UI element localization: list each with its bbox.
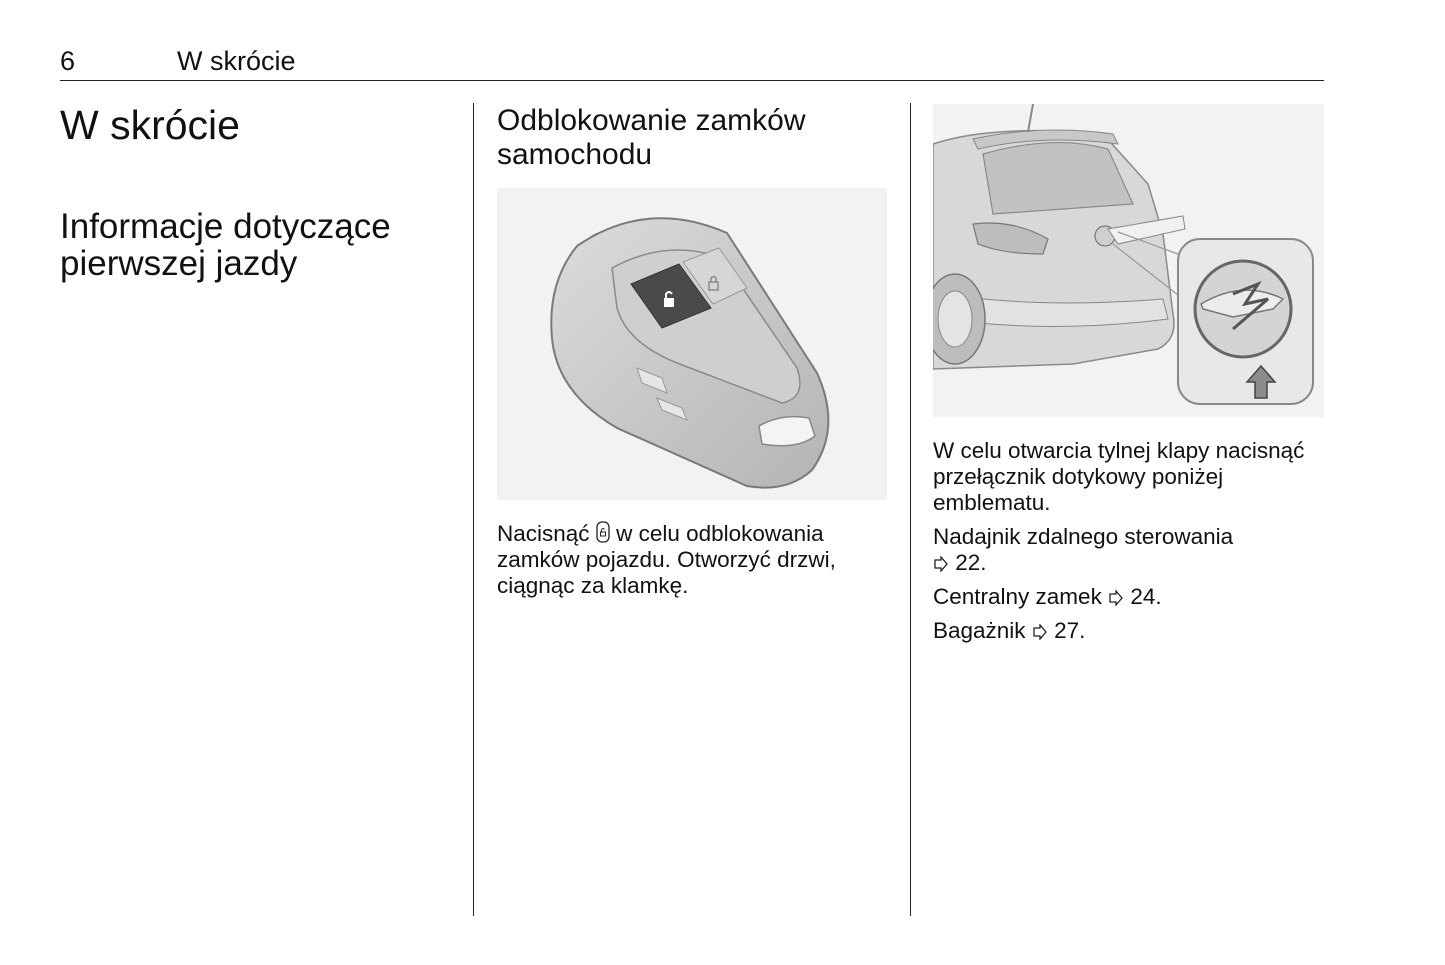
subsection-heading: Odblokowanie zamków samochodu — [497, 104, 806, 171]
tailgate-drawing — [933, 104, 1324, 417]
reference-central-locking — [933, 584, 1328, 610]
reference-text: Centralny zamek — [933, 584, 1102, 609]
reference-page[interactable]: 24. — [1130, 584, 1162, 609]
page-reference-arrow-icon — [1032, 624, 1048, 640]
page-reference-arrow-icon — [933, 556, 949, 572]
reference-page[interactable]: 22. — [955, 550, 987, 575]
page-number: 6 — [60, 46, 76, 76]
column-2 — [497, 104, 892, 599]
column-divider-1 — [473, 103, 474, 916]
tailgate-instruction: W celu otwarcia tylnej klapy nacisnąć przełącznik dotykowy poniżej emblematu. — [933, 438, 1305, 515]
section-title: Informacje dotyczące pierwszej jazdy — [60, 207, 391, 283]
reference-page[interactable]: 27. — [1054, 618, 1086, 643]
tailgate-emblem-illustration — [933, 104, 1324, 417]
column-1 — [60, 100, 460, 282]
chapter-title: W skrócie — [60, 102, 240, 148]
reference-remote-control — [933, 524, 1328, 576]
unlock-icon — [596, 521, 610, 543]
reference-text: Bagażnik — [933, 618, 1026, 643]
header-divider — [60, 80, 1324, 81]
running-header: W skrócie — [177, 46, 296, 76]
unlock-text-end: w celu odblokowania zamków pojazdu. Otworzyć drzwi, ciągnąc za klamkę. — [497, 521, 836, 598]
unlock-text-start: Nacisnąć — [497, 521, 590, 546]
key-fob-drawing — [497, 188, 887, 500]
column-divider-2 — [910, 103, 911, 916]
page-reference-arrow-icon — [1108, 590, 1124, 606]
reference-text: Nadajnik zdalnego sterowania — [933, 524, 1234, 549]
key-fob-illustration — [497, 188, 887, 500]
reference-trunk — [933, 618, 1328, 644]
column-3 — [933, 104, 1328, 644]
unlock-instruction — [497, 521, 892, 599]
